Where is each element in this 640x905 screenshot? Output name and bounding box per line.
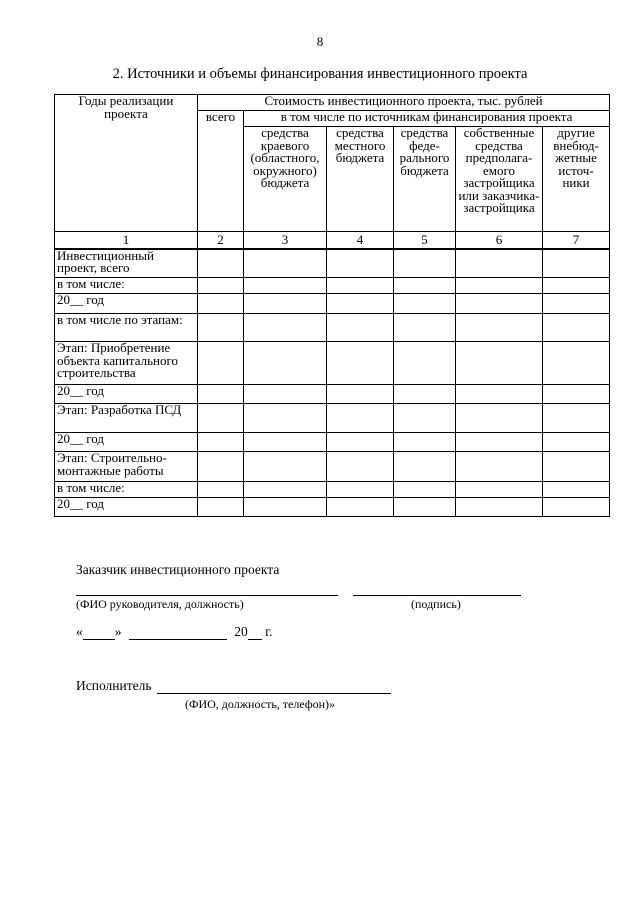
row-label: Этап: Приобретение объекта капитального строительства bbox=[55, 342, 198, 385]
table-cell[interactable] bbox=[198, 433, 244, 452]
table-cell[interactable] bbox=[394, 482, 456, 498]
table-cell[interactable] bbox=[198, 249, 244, 278]
table-cell[interactable] bbox=[327, 433, 394, 452]
header-incl: в том числе по источникам финансирования проекта bbox=[244, 111, 610, 127]
table-cell[interactable] bbox=[198, 498, 244, 517]
customer-name-line[interactable] bbox=[76, 582, 338, 596]
table-cell[interactable] bbox=[456, 498, 543, 517]
table-row bbox=[55, 404, 610, 433]
table-cell[interactable] bbox=[244, 342, 327, 385]
table-cell[interactable] bbox=[543, 294, 610, 314]
customer-name-caption: (ФИО руководителя, должность) bbox=[76, 597, 244, 611]
table-cell[interactable] bbox=[244, 404, 327, 433]
table-cell[interactable] bbox=[244, 498, 327, 517]
customer-label: Заказчик инвестиционного проекта bbox=[76, 562, 280, 577]
section-title: 2. Источники и объемы финансирования инвестиционного проекта bbox=[112, 66, 528, 82]
column-number: 3 bbox=[244, 232, 327, 249]
table-row bbox=[55, 314, 610, 342]
table-cell[interactable] bbox=[198, 278, 244, 294]
customer-sign-lines bbox=[76, 580, 522, 594]
table-row bbox=[55, 249, 610, 278]
column-number: 1 bbox=[55, 232, 198, 249]
table-cell[interactable] bbox=[456, 294, 543, 314]
column-number: 5 bbox=[394, 232, 456, 249]
header-years: Годы реализации проекта bbox=[55, 95, 198, 232]
row-label: 20__ год bbox=[55, 294, 198, 314]
table-cell[interactable] bbox=[394, 404, 456, 433]
table-cell[interactable] bbox=[244, 314, 327, 342]
table-cell[interactable] bbox=[456, 278, 543, 294]
date-line bbox=[76, 624, 273, 640]
table-cell[interactable] bbox=[543, 498, 610, 517]
row-label: в том числе: bbox=[55, 278, 198, 294]
table-cell[interactable] bbox=[198, 385, 244, 404]
table-cell[interactable] bbox=[543, 342, 610, 385]
table-cell[interactable] bbox=[327, 314, 394, 342]
table-cell[interactable] bbox=[198, 482, 244, 498]
table-cell[interactable] bbox=[327, 385, 394, 404]
date-year-line[interactable] bbox=[248, 627, 262, 640]
column-number: 6 bbox=[456, 232, 543, 249]
table-cell[interactable] bbox=[244, 433, 327, 452]
table-cell[interactable] bbox=[456, 249, 543, 278]
table-cell[interactable] bbox=[327, 278, 394, 294]
table-cell[interactable] bbox=[198, 452, 244, 482]
date-open-quote: « bbox=[76, 624, 83, 639]
customer-sign-caption: (подпись) bbox=[411, 597, 461, 611]
table-cell[interactable] bbox=[394, 294, 456, 314]
date-month-line[interactable] bbox=[129, 627, 227, 640]
column-number-row bbox=[55, 232, 610, 249]
executor-line[interactable] bbox=[157, 680, 391, 694]
table-cell[interactable] bbox=[244, 278, 327, 294]
table-cell[interactable] bbox=[456, 342, 543, 385]
executor-caption: (ФИО, должность, телефон)» bbox=[185, 697, 336, 711]
table-cell[interactable] bbox=[394, 385, 456, 404]
header-own: собственные средства предполага-емого застройщика или заказчика-застройщика bbox=[456, 127, 543, 232]
financing-table bbox=[54, 94, 610, 517]
table-row bbox=[55, 294, 610, 314]
row-label: Этап: Строительно-монтажные работы bbox=[55, 452, 198, 482]
table-cell[interactable] bbox=[543, 385, 610, 404]
table-cell[interactable] bbox=[394, 433, 456, 452]
table-cell[interactable] bbox=[244, 452, 327, 482]
table-cell[interactable] bbox=[327, 342, 394, 385]
header-local: средства местного бюджета bbox=[327, 127, 394, 232]
customer-sign-line[interactable] bbox=[353, 582, 521, 596]
date-year-suffix: г. bbox=[265, 624, 273, 639]
date-close-quote: » bbox=[114, 624, 122, 639]
table-cell[interactable] bbox=[327, 249, 394, 278]
date-day-line[interactable] bbox=[83, 627, 115, 640]
table-cell[interactable] bbox=[456, 482, 543, 498]
column-number: 4 bbox=[327, 232, 394, 249]
table-row bbox=[55, 342, 610, 385]
table-cell[interactable] bbox=[456, 433, 543, 452]
table-cell[interactable] bbox=[327, 452, 394, 482]
table-cell[interactable] bbox=[456, 404, 543, 433]
table-cell[interactable] bbox=[394, 314, 456, 342]
row-label: в том числе: bbox=[55, 482, 198, 498]
table-cell[interactable] bbox=[394, 342, 456, 385]
table-cell[interactable] bbox=[543, 452, 610, 482]
table-cell[interactable] bbox=[543, 278, 610, 294]
table-cell[interactable] bbox=[198, 342, 244, 385]
header-federal: средства феде-рального бюджета bbox=[394, 127, 456, 232]
table-row bbox=[55, 278, 610, 294]
table-cell[interactable] bbox=[198, 314, 244, 342]
page-number: 8 bbox=[316, 34, 324, 49]
header-other: другие внебюд-жетные источ-ники bbox=[543, 127, 610, 232]
table-cell[interactable] bbox=[456, 314, 543, 342]
executor-label: Исполнитель bbox=[76, 678, 152, 693]
table-cell[interactable] bbox=[543, 482, 610, 498]
table-cell[interactable] bbox=[244, 482, 327, 498]
table-cell[interactable] bbox=[543, 249, 610, 278]
table-cell[interactable] bbox=[244, 385, 327, 404]
table-cell[interactable] bbox=[327, 482, 394, 498]
table-cell[interactable] bbox=[456, 385, 543, 404]
table-cell[interactable] bbox=[543, 433, 610, 452]
table-row bbox=[55, 452, 610, 482]
table-cell[interactable] bbox=[198, 404, 244, 433]
header-total: всего bbox=[198, 111, 244, 232]
executor-row bbox=[76, 678, 391, 694]
row-label: Инвестиционный проект, всего bbox=[55, 249, 198, 278]
row-label: в том числе по этапам: bbox=[55, 314, 198, 342]
column-number: 7 bbox=[543, 232, 610, 249]
table-row bbox=[55, 482, 610, 498]
table-row bbox=[55, 433, 610, 452]
row-label: Этап: Разработка ПСД bbox=[55, 404, 198, 433]
date-year-prefix: 20 bbox=[234, 624, 248, 639]
row-label: 20__ год bbox=[55, 498, 198, 517]
table-cell[interactable] bbox=[244, 249, 327, 278]
table-cell[interactable] bbox=[394, 278, 456, 294]
header-cost: Стоимость инвестиционного проекта, тыс. рублей bbox=[198, 95, 610, 111]
table-cell[interactable] bbox=[456, 452, 543, 482]
header-regional: средства краевого (областного, окружного) бюджета bbox=[244, 127, 327, 232]
table-row bbox=[55, 385, 610, 404]
table-cell[interactable] bbox=[244, 294, 327, 314]
row-label: 20__ год bbox=[55, 433, 198, 452]
table-cell[interactable] bbox=[327, 294, 394, 314]
table-cell[interactable] bbox=[327, 404, 394, 433]
table-row bbox=[55, 498, 610, 517]
table-cell[interactable] bbox=[327, 498, 394, 517]
column-number: 2 bbox=[198, 232, 244, 249]
table-cell[interactable] bbox=[394, 249, 456, 278]
table-cell[interactable] bbox=[394, 452, 456, 482]
table-cell[interactable] bbox=[394, 498, 456, 517]
table-cell[interactable] bbox=[198, 294, 244, 314]
row-label: 20__ год bbox=[55, 385, 198, 404]
table-cell[interactable] bbox=[543, 314, 610, 342]
table-cell[interactable] bbox=[543, 404, 610, 433]
